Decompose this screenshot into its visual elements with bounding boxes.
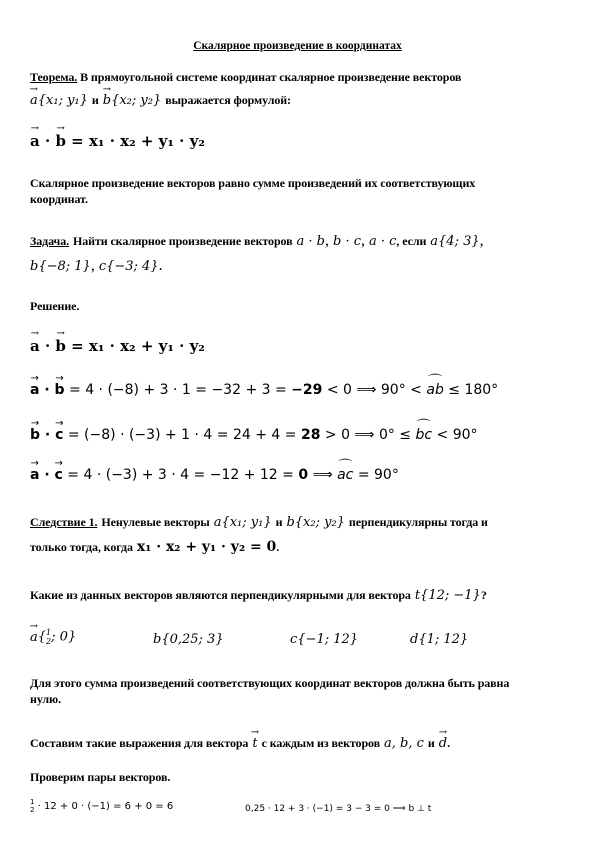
vector-b-coords: {x₂; y₂} bbox=[111, 93, 162, 108]
sol2-end: ≤ 180° bbox=[448, 382, 499, 398]
statement-line1: Скалярное произведение векторов равно сумме произведений их соответствующих bbox=[30, 176, 476, 190]
row-vec-a-frac-num: 1 bbox=[46, 628, 52, 637]
corollary-end: . bbox=[276, 540, 280, 554]
question-vec-t: t{12; −1} bbox=[414, 588, 481, 603]
vector-a-item: → a{1 2; 0} bbox=[30, 628, 76, 646]
corollary-vec-a: a{x₁; y₁} bbox=[213, 515, 272, 530]
corollary-text: Ненулевые векторы bbox=[101, 515, 210, 529]
vector-a-coords: {x₁; y₁} bbox=[37, 93, 88, 108]
sol4-end: = 90° bbox=[357, 467, 399, 483]
task-text: Найти скалярное произведение векторов bbox=[73, 234, 293, 248]
sol1-vec-b: → b bbox=[55, 337, 66, 355]
task-vec-c: c{−3; 4} bbox=[98, 259, 159, 274]
sol4-rest: ⟹ bbox=[312, 467, 333, 483]
question-line bbox=[30, 586, 487, 604]
and-word: и bbox=[91, 93, 99, 107]
vector-b-item: b{0,25; 3} bbox=[153, 632, 224, 647]
vector-a: → a bbox=[30, 93, 38, 108]
sol3-value: 28 bbox=[300, 427, 321, 443]
sol2-value: −29 bbox=[291, 382, 323, 398]
explain-line2: нулю. bbox=[30, 692, 62, 706]
task-line2: b{−8; 1}, c{−3; 4}. bbox=[30, 257, 163, 274]
page-title: Скалярное произведение в координатах bbox=[193, 40, 402, 52]
formula-rhs: = x₁ · x₂ + y₁ · y₂ bbox=[71, 132, 205, 150]
corollary-label: Следствие 1. bbox=[30, 515, 98, 529]
sol1-rhs: = x₁ · x₂ + y₁ · y₂ bbox=[71, 337, 205, 355]
formula-vec-b: → b bbox=[55, 132, 66, 150]
bottom-frac-num: 1 bbox=[30, 798, 35, 806]
sol2-left: = 4 · (−8) + 3 · 1 = −32 + 3 = bbox=[69, 382, 287, 398]
corollary-vec-b: b{x₂; y₂} bbox=[286, 515, 345, 530]
check-line: Проверим пары векторов. bbox=[30, 770, 171, 784]
bottom-right-calc: 0,25 · 12 + 3 · (−1) = 3 − 3 = 0 ⟹ b ⊥ t bbox=[245, 804, 432, 814]
explain-line1: Для этого сумма произведений соответствующих координат векторов должна быть равна bbox=[30, 676, 510, 690]
sol3-end: < 90° bbox=[436, 427, 478, 443]
compose-and: и bbox=[427, 736, 435, 750]
solution-formula-2: → a · → b = 4 · (−8) + 3 · 1 = −32 + 3 = −29 < 0 ⟹ 90° < ⌒ ab ≤ 180° bbox=[30, 382, 498, 398]
sol3-vec-c: → c bbox=[55, 427, 63, 443]
theorem-line bbox=[30, 70, 461, 85]
solution-formula-4: → a · → c = 4 · (−3) + 3 · 4 = −12 + 12 = 0 ⟹ ⌒ ac = 90° bbox=[30, 467, 399, 483]
task-pair-ab: a · b bbox=[296, 234, 325, 249]
bottom-left-calc bbox=[30, 798, 173, 814]
corollary-line2 bbox=[30, 538, 279, 556]
corollary-formula: x₁ · x₂ + y₁ · y₂ = 0 bbox=[136, 539, 277, 555]
compose-line bbox=[30, 734, 450, 752]
formula-vec-a: → a bbox=[30, 132, 40, 150]
sol1-vec-a: → a bbox=[30, 337, 40, 355]
formula-main bbox=[30, 132, 205, 150]
bottom-left-text: · 12 + 0 · (−1) = 6 + 0 = 6 bbox=[37, 801, 174, 812]
task-vec-b: b{−8; 1} bbox=[30, 259, 91, 274]
task-pair-bc: b · c bbox=[332, 234, 361, 249]
sol4-left: = 4 · (−3) + 3 · 4 = −12 + 12 = bbox=[67, 467, 294, 483]
vector-d-item: d{1; 12} bbox=[410, 632, 469, 647]
question-mark: ? bbox=[480, 588, 487, 602]
sol4-value: 0 bbox=[298, 467, 309, 483]
row-vec-a-name: → a bbox=[30, 630, 38, 645]
sol2-angle: ⌒ ab bbox=[426, 382, 443, 398]
row-vec-a-frac-den: 2 bbox=[46, 637, 52, 646]
compose-vec-d: → d bbox=[439, 736, 447, 751]
statement-line2: координат. bbox=[30, 192, 88, 206]
question-text: Какие из данных векторов являются перпендикулярными для вектора bbox=[30, 588, 411, 602]
sol3-angle: ⌒ bc bbox=[416, 427, 433, 443]
sol2-rest: < 0 ⟹ 90° < bbox=[326, 382, 422, 398]
formula-dot: · bbox=[44, 132, 51, 150]
sol4-angle: ⌒ ac bbox=[337, 467, 353, 483]
bottom-frac-den: 2 bbox=[30, 806, 35, 814]
sol2-vec-b: → b bbox=[55, 382, 65, 398]
task-pair-ac: a · c bbox=[368, 234, 397, 249]
compose-vec-t: → t bbox=[252, 736, 257, 751]
vector-c-item: c{−1; 12} bbox=[290, 632, 359, 647]
solution-formula-3: → b · → c = (−8) · (−3) + 1 · 4 = 24 + 4 = 28 > 0 ⟹ 0° ≤ ⌒ bc < 90° bbox=[30, 427, 478, 443]
theorem-text: В прямоугольной системе координат скалярное произведение векторов bbox=[80, 70, 462, 84]
vector-b: → b bbox=[103, 93, 111, 108]
compose-mid: с каждым из векторов bbox=[261, 736, 381, 750]
sol3-left: = (−8) · (−3) + 1 · 4 = 24 + 4 = bbox=[67, 427, 297, 443]
task-if: , если bbox=[396, 234, 427, 248]
corollary-tail: перпендикулярны тогда и bbox=[348, 515, 488, 529]
solution-label: Решение. bbox=[30, 299, 80, 313]
sol4-vec-c: → c bbox=[55, 467, 63, 483]
corollary-and: и bbox=[275, 515, 283, 529]
task-vec-a: a{4; 3} bbox=[430, 234, 480, 249]
compose-end: . bbox=[447, 736, 450, 750]
solution-formula-1: → a · → b = x₁ · x₂ + y₁ · y₂ bbox=[30, 337, 205, 355]
row-vec-a-tail: ; 0 bbox=[51, 629, 68, 645]
corollary-line1 bbox=[30, 513, 488, 531]
task-line: Задача. Найти скалярное произведение векторов a · b, b · c, a · c, если a{4; 3}, bbox=[30, 232, 484, 249]
sol4-vec-a: → a bbox=[30, 467, 39, 483]
corollary-line2-text: только тогда, когда bbox=[30, 540, 133, 554]
task-label: Задача. bbox=[30, 234, 69, 248]
sol3-rest: > 0 ⟹ 0° ≤ bbox=[324, 427, 412, 443]
theorem-vectors bbox=[30, 91, 291, 109]
sol2-vec-a: → a bbox=[30, 382, 39, 398]
compose-list: a, b, c bbox=[384, 736, 424, 751]
compose-text: Составим такие выражения для вектора bbox=[30, 736, 249, 750]
theorem-tail: выражается формулой: bbox=[165, 93, 291, 107]
theorem-label: Теорема. bbox=[30, 70, 78, 84]
sol3-vec-b: → b bbox=[30, 427, 40, 443]
